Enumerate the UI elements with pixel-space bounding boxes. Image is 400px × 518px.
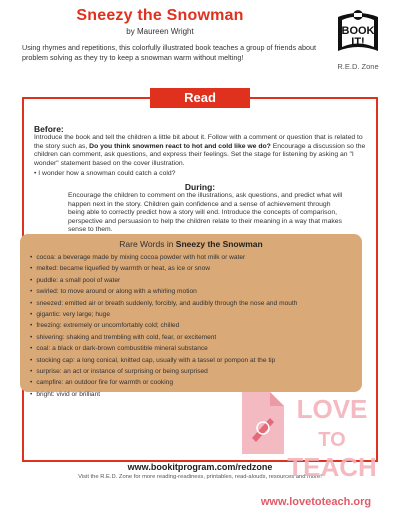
svg-text:BOOK: BOOK bbox=[341, 25, 375, 37]
rare-words-title-prefix: Rare Words in bbox=[119, 239, 176, 249]
list-item: • freezing: extremely or uncomfortably cold; chilled bbox=[30, 320, 360, 331]
during-text: Encourage the children to comment on the illustrations, ask questions, and predict what will happen next in the story. Children gain confidence and a sense of achievement through being able to correctly predict how a story will end. Introduce the concepts of comparison, perspective and persuasion to help the children relate to their meaning in a way that makes sense to them. bbox=[68, 192, 343, 234]
during-heading: During: bbox=[184, 182, 216, 192]
svg-text:TO: TO bbox=[318, 429, 346, 451]
page-title: Sneezy the Snowman bbox=[76, 7, 244, 24]
list-item: • stocking cap: a long conical, knitted cap, usually with a tassel or pompon at the tip bbox=[30, 355, 360, 366]
before-question: Do you think snowmen react to hot and cold like we do? bbox=[89, 142, 271, 150]
list-item: • campfire: an outdoor fire for warmth or cooking bbox=[30, 377, 360, 388]
intro-text: Using rhymes and repetitions, this colorfully illustrated book teaches a group of friends about problem solving as they try to keep a snowman warm without melting! bbox=[22, 43, 317, 62]
list-item: • melted: became liquefied by warmth or heat, as ice or snow bbox=[30, 263, 360, 274]
list-item: • coal: a black or dark-brown combustible mineral substance bbox=[30, 343, 360, 354]
footer-note: Visit the R.E.D. Zone for more reading-readiness, printables, read-alouds, resources and more! bbox=[78, 474, 322, 480]
list-item: • swirled: to move around or along with a whirling motion bbox=[30, 286, 360, 297]
read-tab-label: Read bbox=[150, 88, 250, 108]
book-it-badge-icon bbox=[330, 7, 386, 63]
rare-words-title bbox=[20, 239, 362, 249]
svg-text:IT!: IT! bbox=[351, 36, 365, 48]
love-to-teach-watermark-icon bbox=[236, 384, 392, 494]
list-item: • gigantic: very large; huge bbox=[30, 309, 360, 320]
rare-words-title-book: Sneezy the Snowman bbox=[175, 239, 263, 249]
before-heading: Before: bbox=[34, 124, 64, 134]
list-item: • shivering: shaking and trembling with cold, fear, or excitement bbox=[30, 332, 360, 343]
svg-text:LOVE: LOVE bbox=[296, 394, 368, 424]
before-text bbox=[34, 134, 368, 168]
svg-text:TEACH: TEACH bbox=[287, 452, 377, 482]
wonder-statement: • I wonder how a snowman could catch a cold? bbox=[34, 170, 176, 177]
list-item: • bright: vivid or brilliant bbox=[30, 389, 360, 400]
love-to-teach-logo-icon bbox=[236, 384, 392, 494]
list-item: • cocoa: a beverage made by mixing cocoa powder with hot milk or water bbox=[30, 252, 360, 263]
love-to-teach-url[interactable]: www.lovetoteach.org bbox=[260, 496, 372, 508]
rare-words-list bbox=[30, 252, 360, 400]
list-item: • puddle: a small pool of water bbox=[30, 275, 360, 286]
author-byline: by Maureen Wright bbox=[126, 27, 194, 36]
before-text-part2: Encourage a discussion so the children can comment, ask questions, and express their feelings. Set the stage for listening by asking an "I wonder" statement based on the cover illustration. bbox=[34, 142, 366, 167]
before-text-part1: Introduce the book and tell the children a little bit about it. Follow with a comment or question that is related to the story such as, bbox=[34, 134, 363, 150]
list-item: • surprise: an act or instance of surprising or being surprised bbox=[30, 366, 360, 377]
program-url-link[interactable]: www.bookitprogram.com/redzone bbox=[127, 462, 273, 472]
red-zone-label: R.E.D. Zone bbox=[337, 62, 379, 71]
list-item: • sneezed: emitted air or breath suddenly, forcibly, and audibly through the nose and mouth bbox=[30, 298, 360, 309]
